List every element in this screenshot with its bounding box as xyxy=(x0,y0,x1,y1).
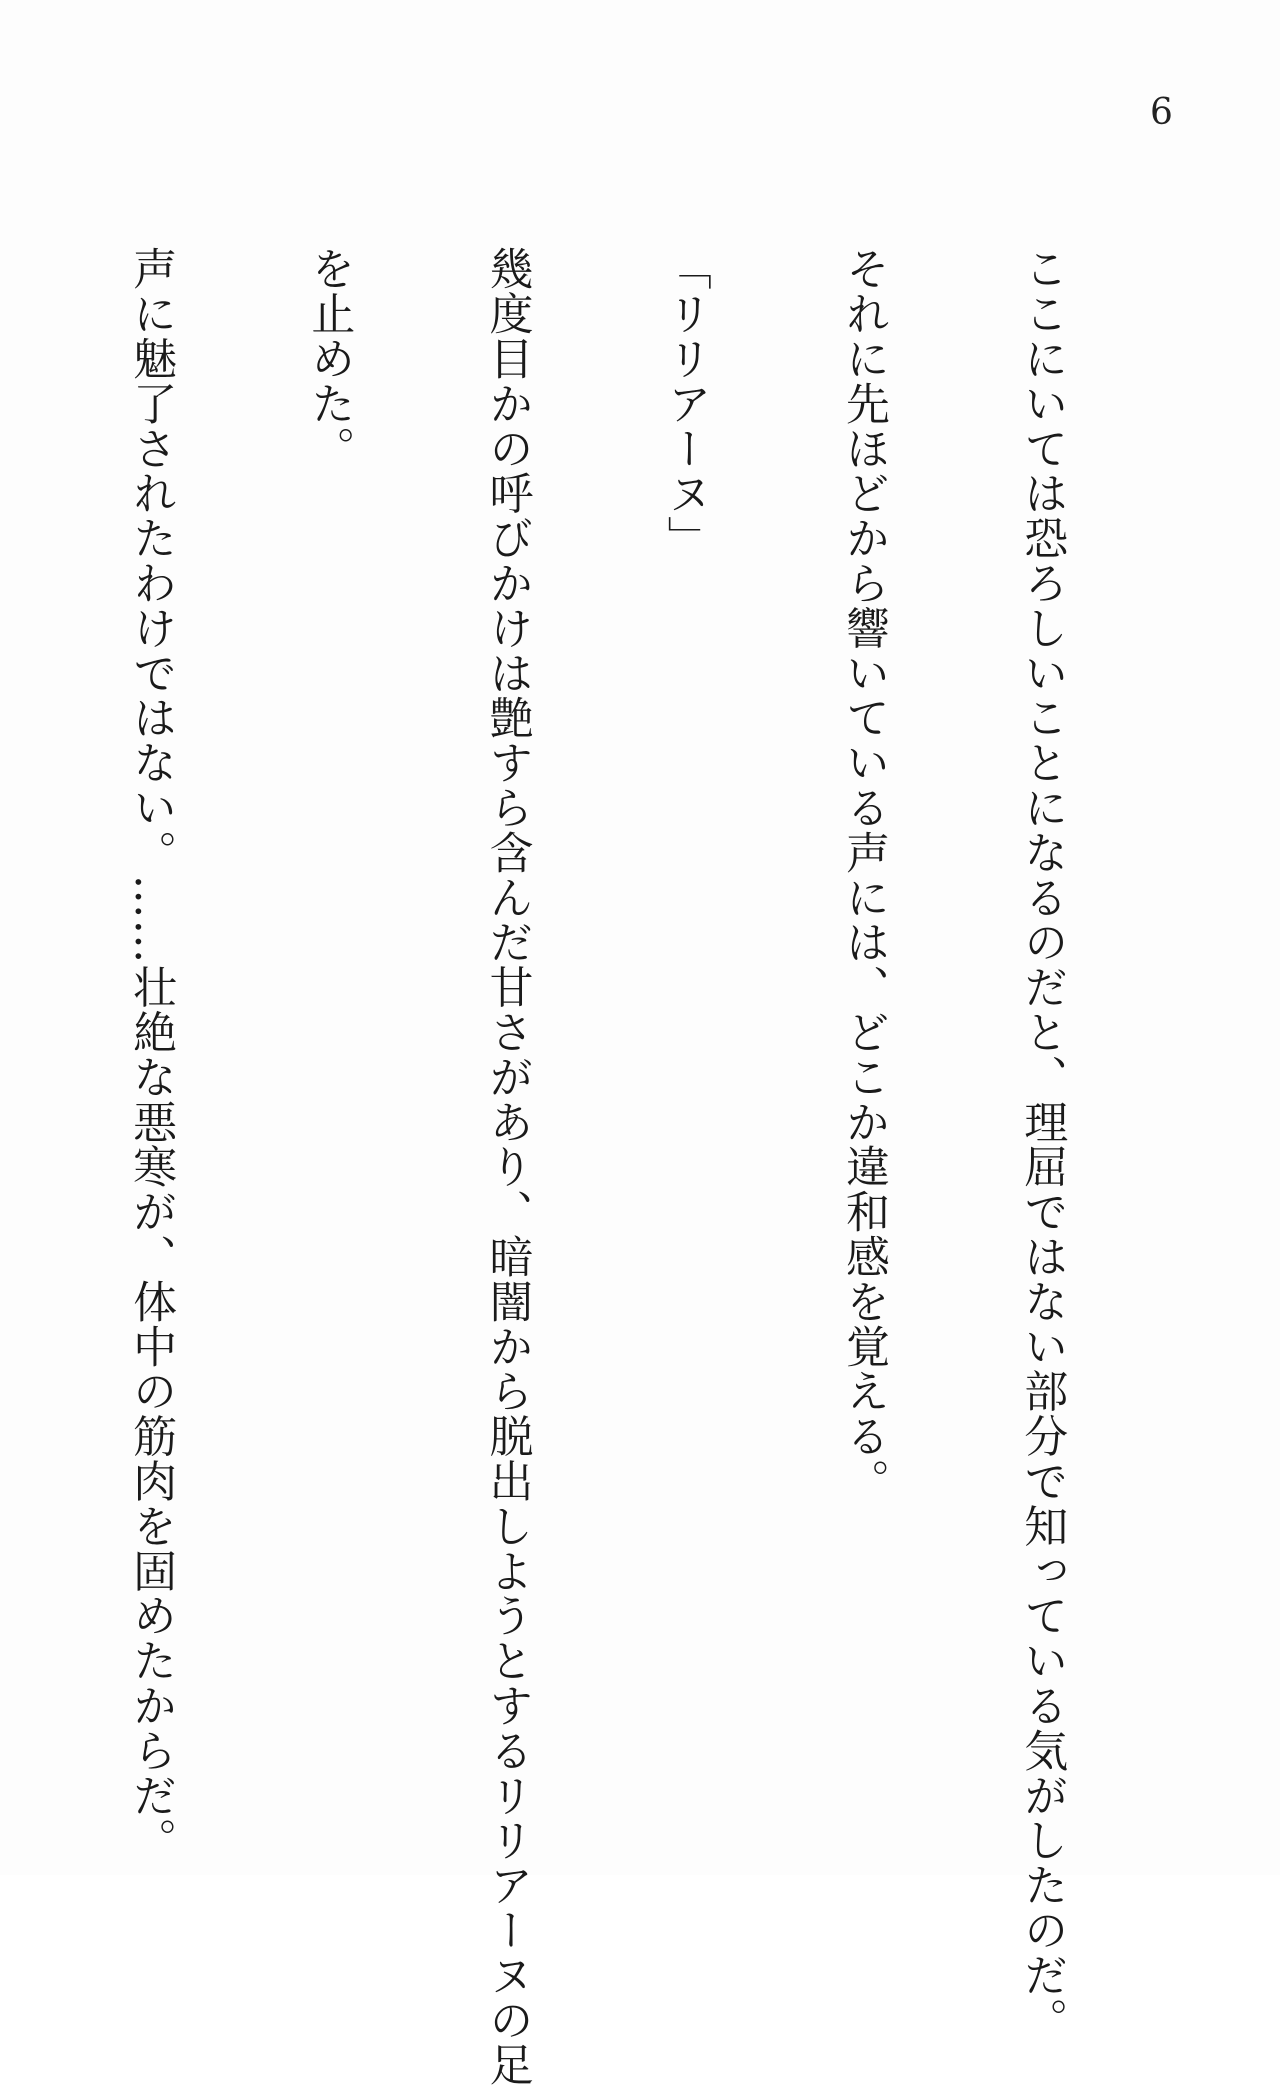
text-line: 声に魅了されたわけではない。……壮絶な悪寒が、体中の筋肉を固めたからだ。 xyxy=(125,246,177,1863)
text-line: 幾度目かの呼びかけは艶すら含んだ甘さがあり、暗闇から脱出しようとするリリアーヌの足 xyxy=(481,246,533,2087)
text-line xyxy=(0,246,2,1786)
page-number: 6 xyxy=(1150,92,1173,133)
text-line: それに先ほどから響いている声には、どこか違和感を覚える。 xyxy=(837,246,889,1504)
text-line: ここにいては恐ろしいことになるのだと、理屈ではない部分で知っている気がしたのだ。 xyxy=(1016,246,1068,2042)
text-line: を止めた。 xyxy=(303,246,355,471)
body-text xyxy=(0,246,1190,2087)
text-line: 「リリアーヌ」 xyxy=(659,246,711,561)
